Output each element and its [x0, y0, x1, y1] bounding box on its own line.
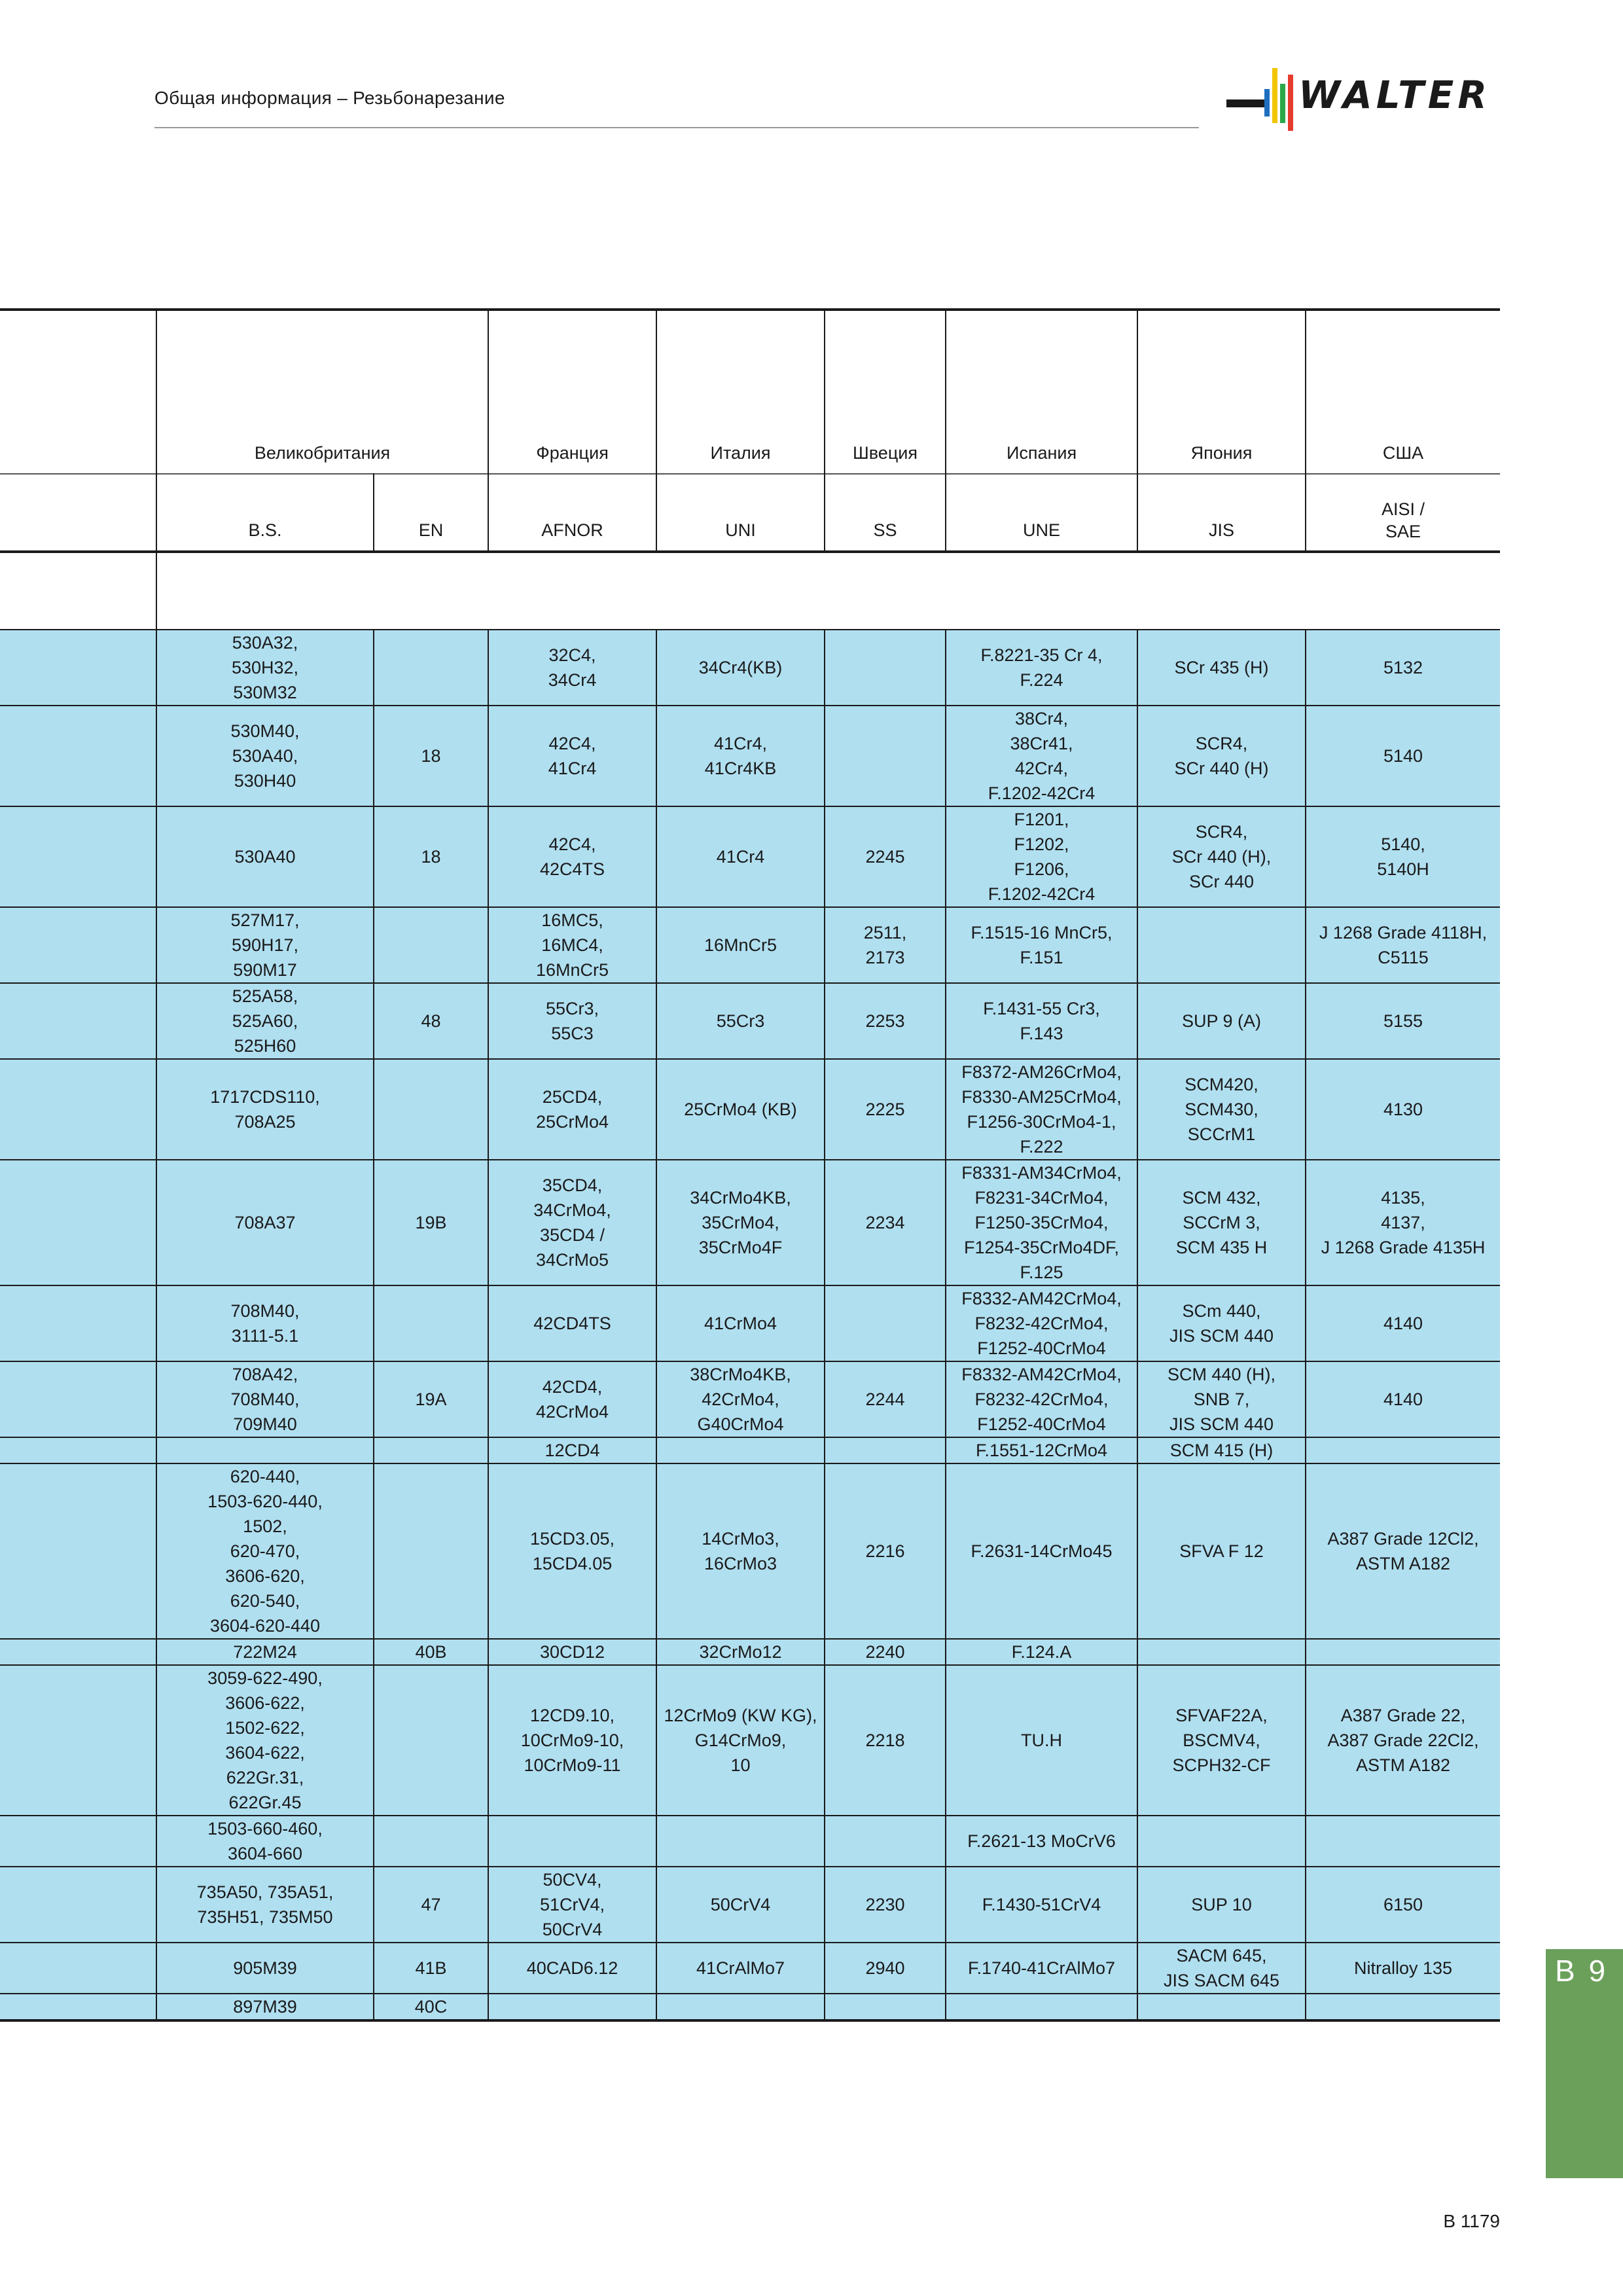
page-number: B 1179 [1443, 2211, 1500, 2231]
cell-ss: 2240 [825, 1639, 946, 1665]
cell-en: 18 [374, 706, 488, 806]
row-lead-cell [0, 1867, 156, 1943]
standard-afnor: AFNOR [488, 474, 656, 552]
cell-en: 41B [374, 1943, 488, 1994]
cell-bs: 897M39 [156, 1994, 374, 2020]
cell-ss: 2245 [825, 806, 946, 907]
spacer-cell [0, 552, 156, 630]
cell-bs: 620-440, 1503-620-440, 1502, 620-470, 3606-620, 620-540, 3604-620-440 [156, 1463, 374, 1639]
cell-uni: 38CrMo4KB, 42CrMo4, G40CrMo4 [656, 1361, 825, 1437]
cell-aisi-sae: A387 Grade 12Cl2, ASTM A182 [1306, 1463, 1500, 1639]
cell-ss: 2511, 2173 [825, 907, 946, 983]
cell-en [374, 1437, 488, 1463]
cell-uni: 41Cr4 [656, 806, 825, 907]
cell-aisi-sae: 6150 [1306, 1867, 1500, 1943]
cell-une: F.2631-14CrMo45 [946, 1463, 1137, 1639]
row-lead-cell [0, 1463, 156, 1639]
table-row [0, 1816, 1500, 1867]
cell-ss: 2940 [825, 1943, 946, 1994]
table-row [0, 1994, 1500, 2020]
cell-ss [825, 706, 946, 806]
cell-aisi-sae [1306, 1437, 1500, 1463]
spacer-cell [156, 552, 1500, 630]
cell-afnor: 42CD4, 42CrMo4 [488, 1361, 656, 1437]
table-body [0, 630, 1500, 2020]
cell-en: 40C [374, 1994, 488, 2020]
table-row [0, 706, 1500, 806]
cell-ss [825, 1437, 946, 1463]
cell-jis: SACM 645, JIS SACM 645 [1137, 1943, 1306, 1994]
cell-une: TU.H [946, 1665, 1137, 1816]
standard-bs: B.S. [156, 474, 374, 552]
standard-uni: UNI [656, 474, 825, 552]
cell-jis [1137, 907, 1306, 983]
country-header-row [0, 310, 1500, 474]
cell-uni: 50CrV4 [656, 1867, 825, 1943]
section-tab-b9[interactable] [1546, 1949, 1623, 2178]
cell-afnor [488, 1994, 656, 2020]
country-france: Франция [488, 310, 656, 474]
cell-afnor: 12CD4 [488, 1437, 656, 1463]
cell-bs: 527M17, 590H17, 590M17 [156, 907, 374, 983]
row-lead-cell [0, 806, 156, 907]
cell-aisi-sae: 4130 [1306, 1059, 1500, 1160]
cell-afnor: 16MC5, 16MC4, 16MnCr5 [488, 907, 656, 983]
cell-afnor: 42C4, 41Cr4 [488, 706, 656, 806]
row-lead-cell [0, 1994, 156, 2020]
cell-afnor: 42CD4TS [488, 1285, 656, 1361]
table-row [0, 1943, 1500, 1994]
cell-afnor: 35CD4, 34CrMo4, 35CD4 / 34CrMo5 [488, 1160, 656, 1285]
table-row [0, 1867, 1500, 1943]
country-japan: Япония [1137, 310, 1306, 474]
row-lead-cell [0, 1361, 156, 1437]
cell-bs: 722M24 [156, 1639, 374, 1665]
logo-bar-red [1288, 75, 1293, 131]
cell-jis: SCm 440, JIS SCM 440 [1137, 1285, 1306, 1361]
cell-jis: SFVAF22A, BSCMV4, SCPH32-CF [1137, 1665, 1306, 1816]
cell-uni [656, 1994, 825, 2020]
cell-aisi-sae: 5132 [1306, 630, 1500, 706]
row-lead-cell [0, 1943, 156, 1994]
cell-une: F.8221-35 Cr 4, F.224 [946, 630, 1137, 706]
cell-bs: 525A58, 525A60, 525H60 [156, 983, 374, 1059]
country-uk: Великобритания [156, 310, 488, 474]
cell-jis: SCR4, SCr 440 (H), SCr 440 [1137, 806, 1306, 907]
page-header-title: Общая информация – Резьбонарезание [154, 88, 505, 108]
cell-aisi-sae [1306, 1639, 1500, 1665]
cell-jis [1137, 1639, 1306, 1665]
cell-uni [656, 1437, 825, 1463]
header-spacer-row [0, 552, 1500, 630]
section-tab-label: B 9 [1555, 1954, 1609, 1988]
cell-en [374, 1463, 488, 1639]
cell-bs: 3059-622-490, 3606-622, 1502-622, 3604-622, 622Gr.31, 622Gr.45 [156, 1665, 374, 1816]
cell-en [374, 1816, 488, 1867]
cell-uni: 55Cr3 [656, 983, 825, 1059]
cell-bs: 530A32, 530H32, 530M32 [156, 630, 374, 706]
cell-afnor: 25CD4, 25CrMo4 [488, 1059, 656, 1160]
logo-bar-yellow [1272, 68, 1277, 123]
row-lead-cell [0, 1437, 156, 1463]
cell-ss: 2253 [825, 983, 946, 1059]
cell-aisi-sae: 5140 [1306, 706, 1500, 806]
header-empty-cell [0, 474, 156, 552]
cell-uni: 14CrMo3, 16CrMo3 [656, 1463, 825, 1639]
cell-en: 19A [374, 1361, 488, 1437]
cell-une: F.124.A [946, 1639, 1137, 1665]
country-usa: США [1306, 310, 1500, 474]
standard-ss: SS [825, 474, 946, 552]
row-lead-cell [0, 983, 156, 1059]
cell-en: 40B [374, 1639, 488, 1665]
cell-jis: SCM 432, SCCrM 3, SCM 435 H [1137, 1160, 1306, 1285]
cell-jis: SUP 10 [1137, 1867, 1306, 1943]
table-row [0, 1437, 1500, 1463]
cell-bs: 735A50, 735A51, 735H51, 735M50 [156, 1867, 374, 1943]
logo-bar-green [1280, 84, 1285, 123]
cell-une: F8332-AM42CrMo4, F8232-42CrMo4, F1252-40CrMo4 [946, 1285, 1137, 1361]
cell-bs: 530A40 [156, 806, 374, 907]
cell-afnor: 55Cr3, 55C3 [488, 983, 656, 1059]
cell-aisi-sae: 4135, 4137, J 1268 Grade 4135H [1306, 1160, 1500, 1285]
cell-uni: 34CrMo4KB, 35CrMo4, 35CrMo4F [656, 1160, 825, 1285]
cell-bs: 1503-660-460, 3604-660 [156, 1816, 374, 1867]
table-row [0, 630, 1500, 706]
cell-ss [825, 630, 946, 706]
cell-une: F.1430-51CrV4 [946, 1867, 1137, 1943]
cell-une: 38Cr4, 38Cr41, 42Cr4, F.1202-42Cr4 [946, 706, 1137, 806]
standard-aisi-sae: AISI / SAE [1306, 474, 1500, 552]
cell-aisi-sae: A387 Grade 22, A387 Grade 22Cl2, ASTM A182 [1306, 1665, 1500, 1816]
cell-en [374, 907, 488, 983]
cell-une: F8372-AM26CrMo4, F8330-AM25CrMo4, F1256-30CrMo4-1, F.222 [946, 1059, 1137, 1160]
table-row [0, 907, 1500, 983]
cell-en [374, 1059, 488, 1160]
walter-logo [1226, 59, 1501, 137]
cell-aisi-sae: Nitralloy 135 [1306, 1943, 1500, 1994]
cell-en [374, 1665, 488, 1816]
cell-jis: SUP 9 (A) [1137, 983, 1306, 1059]
cell-jis: SCr 435 (H) [1137, 630, 1306, 706]
cell-bs: 708M40, 3111-5.1 [156, 1285, 374, 1361]
table-row [0, 1285, 1500, 1361]
cell-une: F.1740-41CrAlMo7 [946, 1943, 1137, 1994]
cell-une: F1201, F1202, F1206, F.1202-42Cr4 [946, 806, 1137, 907]
header-empty-cell [0, 310, 156, 474]
cell-une: F.1551-12CrMo4 [946, 1437, 1137, 1463]
header-rule [154, 127, 1199, 128]
cell-jis [1137, 1994, 1306, 2020]
table-row [0, 1160, 1500, 1285]
table-row [0, 1059, 1500, 1160]
standard-en: EN [374, 474, 488, 552]
row-lead-cell [0, 1665, 156, 1816]
cell-bs: 708A37 [156, 1160, 374, 1285]
row-lead-cell [0, 1160, 156, 1285]
cell-ss: 2230 [825, 1867, 946, 1943]
cell-jis: SCR4, SCr 440 (H) [1137, 706, 1306, 806]
logo-bar-blue [1264, 89, 1270, 117]
cell-afnor: 50CV4, 51CrV4, 50CrV4 [488, 1867, 656, 1943]
table-row [0, 983, 1500, 1059]
cell-une: F.1431-55 Cr3, F.143 [946, 983, 1137, 1059]
steel-grade-table [0, 308, 1500, 2022]
cell-en: 18 [374, 806, 488, 907]
cell-en [374, 1285, 488, 1361]
cell-une: F.1515-16 MnCr5, F.151 [946, 907, 1137, 983]
cell-ss: 2234 [825, 1160, 946, 1285]
cell-une: F8332-AM42CrMo4, F8232-42CrMo4, F1252-40CrMo4 [946, 1361, 1137, 1437]
cell-jis: SCM 415 (H) [1137, 1437, 1306, 1463]
cell-bs: 530M40, 530A40, 530H40 [156, 706, 374, 806]
cell-en [374, 630, 488, 706]
cell-ss: 2225 [825, 1059, 946, 1160]
logo-bar-black [1226, 99, 1266, 107]
cell-uni: 12CrMo9 (KW KG), G14CrMo9, 10 [656, 1665, 825, 1816]
table-row [0, 1665, 1500, 1816]
country-sweden: Швеция [825, 310, 946, 474]
cell-ss: 2216 [825, 1463, 946, 1639]
cell-uni: 16MnCr5 [656, 907, 825, 983]
cell-afnor: 42C4, 42C4TS [488, 806, 656, 907]
cell-ss: 2218 [825, 1665, 946, 1816]
row-lead-cell [0, 1816, 156, 1867]
cell-une: F.2621-13 MoCrV6 [946, 1816, 1137, 1867]
row-lead-cell [0, 907, 156, 983]
cell-uni: 41Cr4, 41Cr4KB [656, 706, 825, 806]
cell-aisi-sae: 4140 [1306, 1361, 1500, 1437]
standard-une: UNE [946, 474, 1137, 552]
cell-uni: 34Cr4(KB) [656, 630, 825, 706]
cell-uni: 41CrMo4 [656, 1285, 825, 1361]
cell-aisi-sae: 4140 [1306, 1285, 1500, 1361]
row-lead-cell [0, 706, 156, 806]
cell-bs [156, 1437, 374, 1463]
cell-aisi-sae: 5140, 5140H [1306, 806, 1500, 907]
table-row [0, 1639, 1500, 1665]
standard-header-row [0, 474, 1500, 552]
table-row [0, 1463, 1500, 1639]
cell-uni [656, 1816, 825, 1867]
cell-jis: SCM 440 (H), SNB 7, JIS SCM 440 [1137, 1361, 1306, 1437]
cell-jis [1137, 1816, 1306, 1867]
row-lead-cell [0, 630, 156, 706]
standard-jis: JIS [1137, 474, 1306, 552]
cell-uni: 25CrMo4 (KB) [656, 1059, 825, 1160]
cell-ss [825, 1285, 946, 1361]
cell-en: 47 [374, 1867, 488, 1943]
cell-en: 48 [374, 983, 488, 1059]
cell-afnor: 12CD9.10, 10CrMo9-10, 10CrMo9-11 [488, 1665, 656, 1816]
cell-bs: 708A42, 708M40, 709M40 [156, 1361, 374, 1437]
cell-afnor: 30CD12 [488, 1639, 656, 1665]
cell-une [946, 1994, 1137, 2020]
cell-aisi-sae: J 1268 Grade 4118H, C5115 [1306, 907, 1500, 983]
row-lead-cell [0, 1639, 156, 1665]
cell-aisi-sae [1306, 1816, 1500, 1867]
row-lead-cell [0, 1285, 156, 1361]
cell-ss [825, 1816, 946, 1867]
logo-wordmark: WALTER [1298, 73, 1491, 117]
table-row [0, 806, 1500, 907]
cell-aisi-sae [1306, 1994, 1500, 2020]
cell-afnor: 40CAD6.12 [488, 1943, 656, 1994]
cell-afnor: 32C4, 34Cr4 [488, 630, 656, 706]
row-lead-cell [0, 1059, 156, 1160]
cell-ss: 2244 [825, 1361, 946, 1437]
cell-bs: 905M39 [156, 1943, 374, 1994]
cell-uni: 41CrAlMo7 [656, 1943, 825, 1994]
country-spain: Испания [946, 310, 1137, 474]
walter-logo-bars [1226, 59, 1298, 137]
cell-jis: SCM420, SCM430, SCCrM1 [1137, 1059, 1306, 1160]
country-italy: Италия [656, 310, 825, 474]
table-row [0, 1361, 1500, 1437]
cell-bs: 1717CDS110, 708A25 [156, 1059, 374, 1160]
cell-uni: 32CrMo12 [656, 1639, 825, 1665]
material-cross-reference-table [0, 308, 1500, 2022]
cell-afnor [488, 1816, 656, 1867]
cell-jis: SFVA F 12 [1137, 1463, 1306, 1639]
cell-une: F8331-AM34CrMo4, F8231-34CrMo4, F1250-35CrMo4, F1254-35CrMo4DF, F.125 [946, 1160, 1137, 1285]
cell-en: 19B [374, 1160, 488, 1285]
cell-afnor: 15CD3.05, 15CD4.05 [488, 1463, 656, 1639]
cell-aisi-sae: 5155 [1306, 983, 1500, 1059]
cell-ss [825, 1994, 946, 2020]
